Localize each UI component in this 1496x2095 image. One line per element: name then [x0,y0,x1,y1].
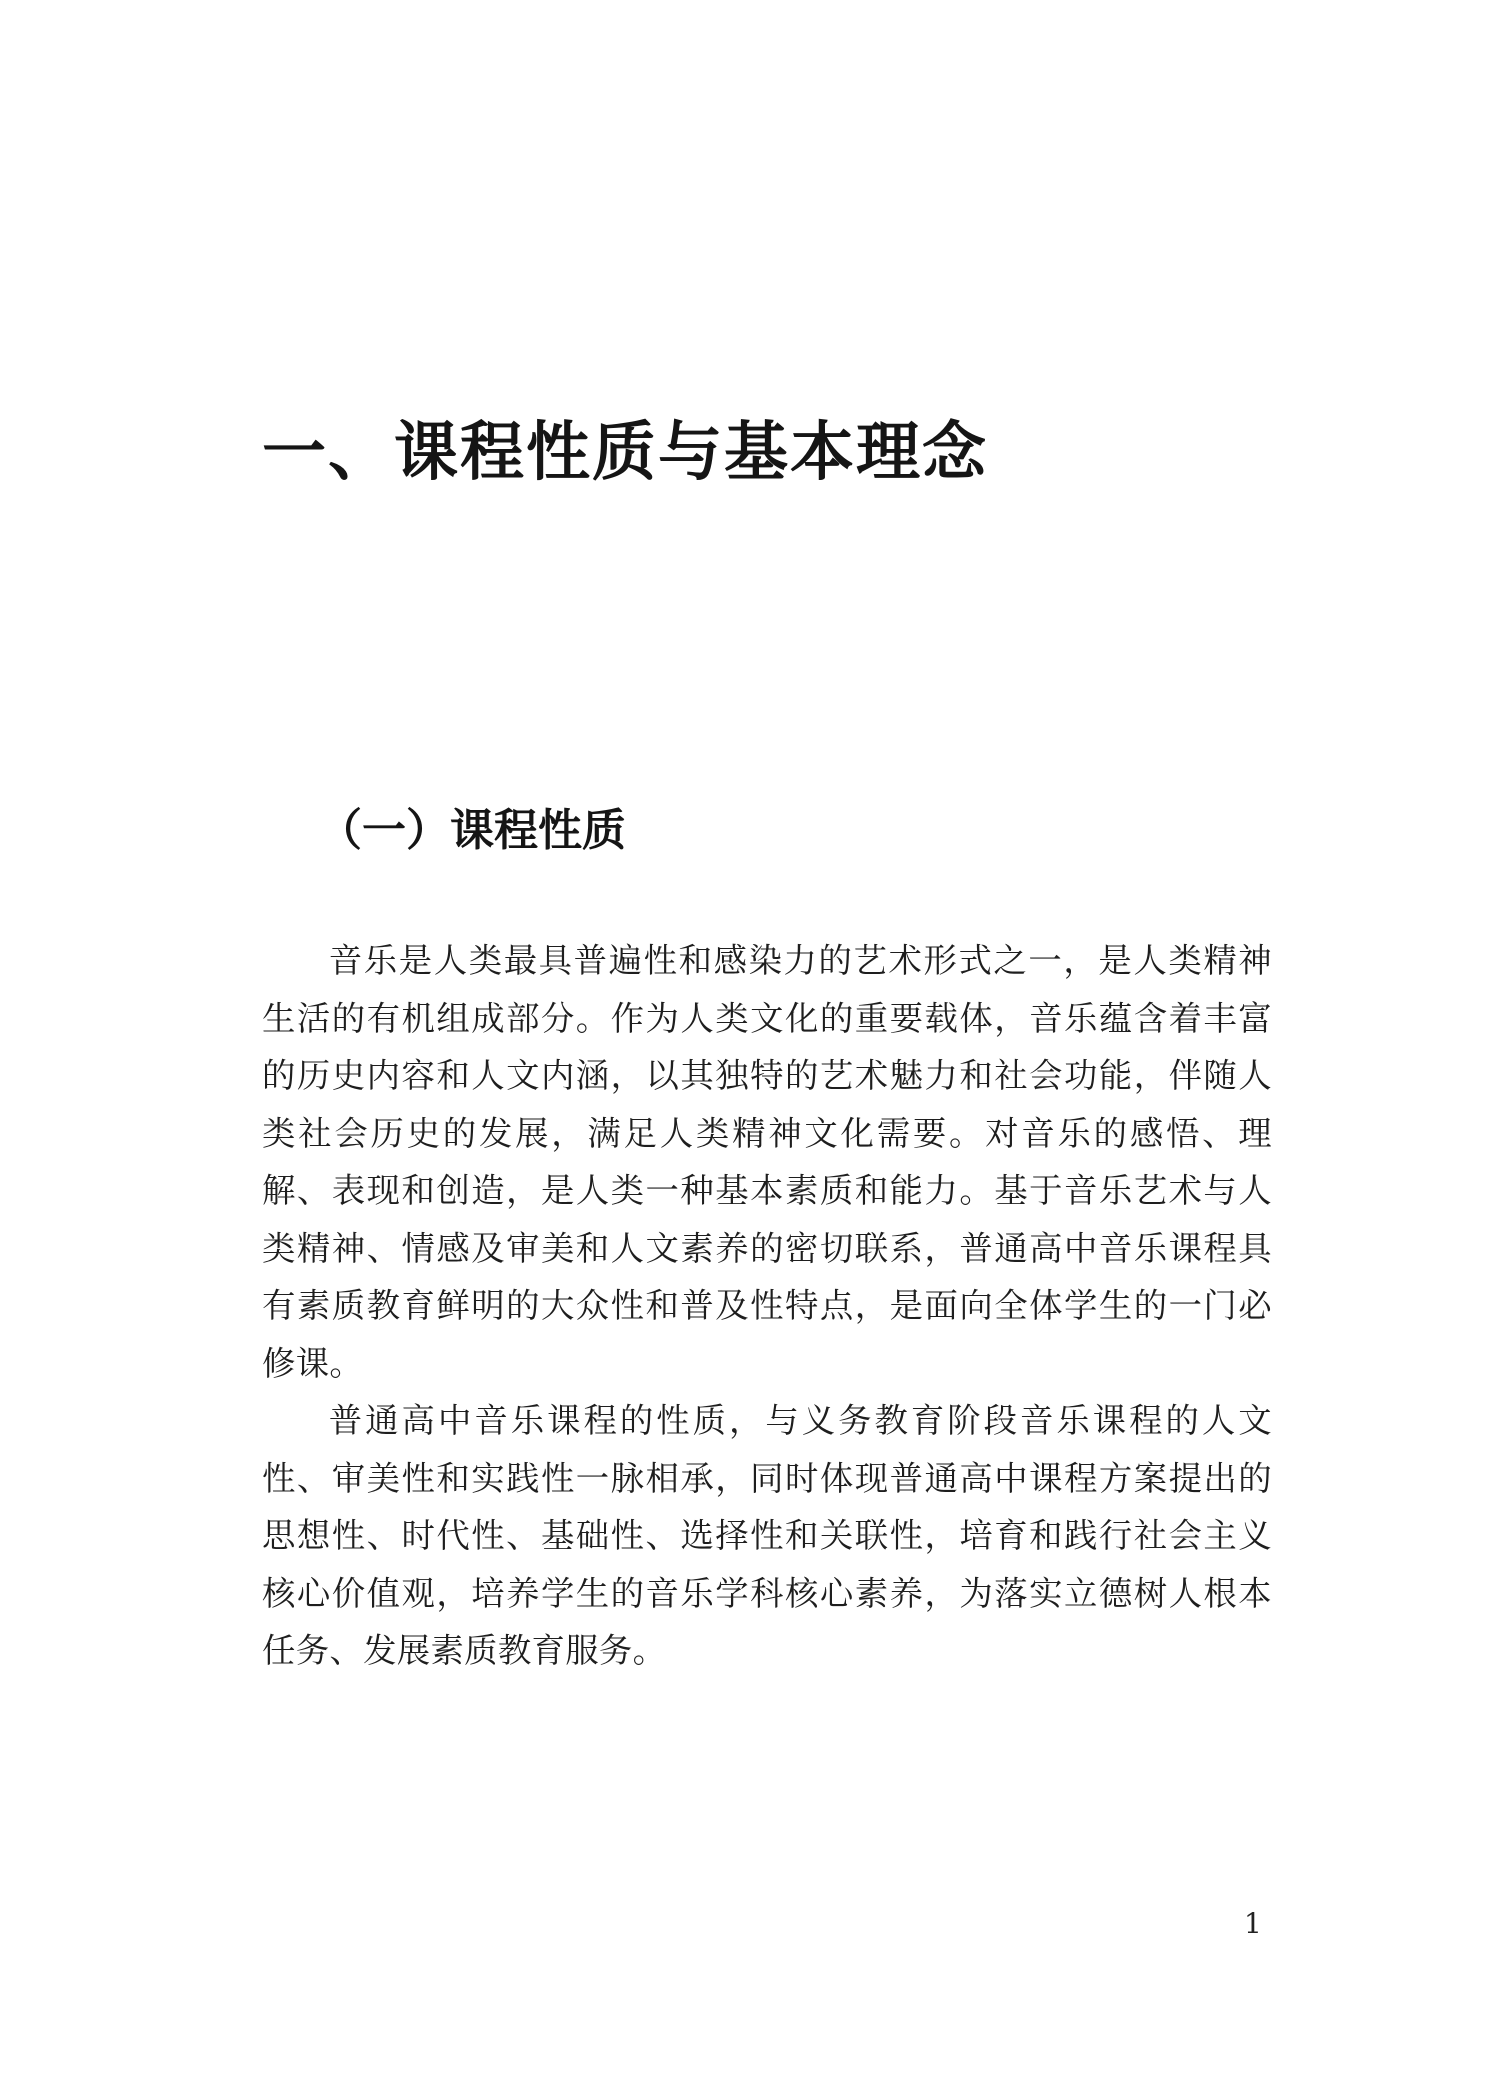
page-number: 1 [1244,1907,1262,1940]
paragraph-2: 普通高中音乐课程的性质，与义务教育阶段音乐课程的人文性、审美性和实践性一脉相承，同时体现普通高中课程方案提出的思想性、时代性、基础性、选择性和关联性，培育和践行社会主义核心价值观，培养学生的音乐学科核心素养，为落实立德树人根本任务、发展素质教育服务。 [262,1401,1272,1670]
chapter-title: 一、课程性质与基本理念 [262,416,988,490]
paragraph-1: 音乐是人类最具普遍性和感染力的艺术形式之一，是人类精神生活的有机组成部分。作为人类文化的重要载体，音乐蕴含着丰富的历史内容和人文内涵，以其独特的艺术魅力和社会功能，伴随人类社会历史的发展，满足人类精神文化需要。对音乐的感悟、理解、表现和创造，是人类一种基本素质和能力。基于音乐艺术与人类精神、情感及审美和人文素养的密切联系，普通高中音乐课程具有素质教育鲜明的大众性和普及性特点，是面向全体学生的一门必修课。 [262,941,1272,1383]
section-title: （一）课程性质 [318,805,626,856]
body-text [262,932,1272,1680]
